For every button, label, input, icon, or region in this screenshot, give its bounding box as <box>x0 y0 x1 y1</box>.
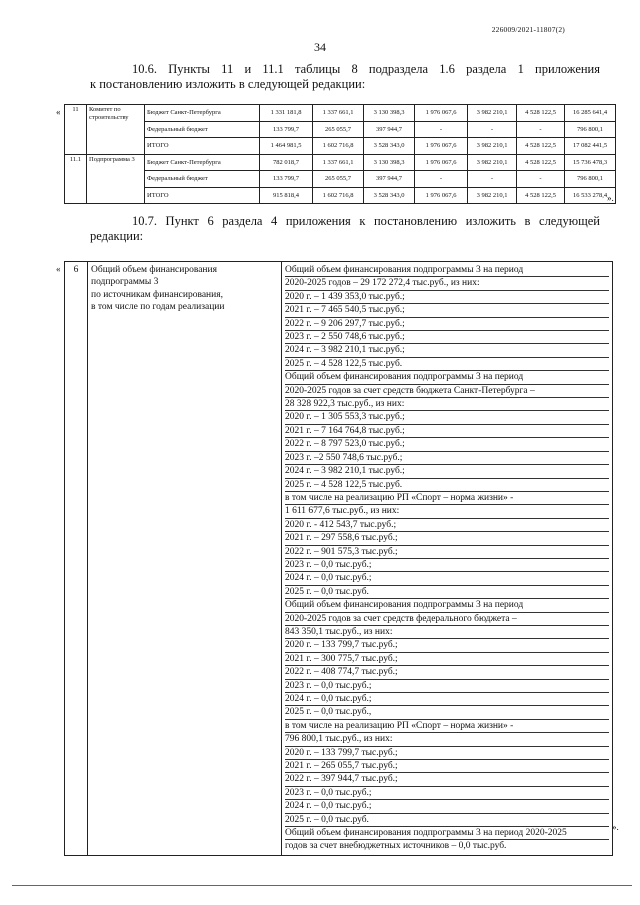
description-line: в том числе на реализацию РП «Спорт – норма жизни» - <box>285 492 609 505</box>
paragraph-10-6 <box>90 62 600 92</box>
paragraph-10-7 <box>90 214 600 244</box>
funding-source: Бюджет Санкт-Петербурга <box>145 105 260 122</box>
description-line: 2022 г. – 9 206 297,7 тыс.руб.; <box>285 318 609 331</box>
open-quote: « <box>56 264 61 274</box>
amount-cell: 1 464 981,5 <box>260 138 313 155</box>
item-description <box>282 262 613 856</box>
amount-cell: - <box>468 171 517 188</box>
amount-cell: 1 602 716,8 <box>313 138 364 155</box>
paragraph-line: редакции: <box>90 229 144 243</box>
description-line: 2020-2025 годов – 29 172 272,4 тыс.руб., из них: <box>285 277 609 290</box>
paragraph-line: 10.7. Пункт 6 раздела 4 приложения к постановлению изложить в следующей <box>132 214 600 228</box>
amount-cell: 397 944,7 <box>364 121 415 138</box>
amount-cell: 796 800,1 <box>565 121 616 138</box>
amount-cell: 15 736 478,3 <box>565 154 616 171</box>
amount-cell: 16 285 641,4 <box>565 105 616 122</box>
table-row <box>65 105 616 122</box>
description-line: 796 800,1 тыс.руб., из них: <box>285 733 609 746</box>
description-line: 1 611 677,6 тыс.руб., из них: <box>285 505 609 518</box>
close-quote: ». <box>607 193 614 203</box>
description-line: 2025 г. – 0,0 тыс.руб. <box>285 586 609 599</box>
description-line: 2020-2025 годов за счет средств федерального бюджета – <box>285 613 609 626</box>
description-line: 843 350,1 тыс.руб., из них: <box>285 626 609 639</box>
description-line: Общий объем финансирования подпрограммы 3 на период 2020-2025 <box>285 827 609 840</box>
paragraph-line: 10.6. Пункты 11 и 11.1 таблицы 8 подраздела 1.6 раздела 1 приложения <box>132 62 600 76</box>
table-row <box>65 154 616 171</box>
description-line: 2021 г. – 7 164 764,8 тыс.руб.; <box>285 425 609 438</box>
table-row <box>65 187 616 204</box>
title-line: Общий объем финансирования <box>91 265 217 275</box>
document-number: 226009/2021-11807(2) <box>491 25 565 34</box>
financing-table-8 <box>64 104 616 204</box>
description-line: 2023 г. – 2 550 748,6 тыс.руб.; <box>285 331 609 344</box>
amount-cell: 265 055,7 <box>313 121 364 138</box>
amount-cell: 16 533 278,4 <box>565 187 616 204</box>
description-line: Общий объем финансирования подпрограммы 3 на период <box>285 599 609 612</box>
amount-cell: 1 976 067,6 <box>415 138 468 155</box>
description-line: 2020 г. – 133 799,7 тыс.руб.; <box>285 639 609 652</box>
amount-cell: 1 976 067,6 <box>415 187 468 204</box>
description-line: 2021 г. – 300 775,7 тыс.руб.; <box>285 653 609 666</box>
funding-source: Федеральный бюджет <box>145 121 260 138</box>
description-line: 2023 г. – 0,0 тыс.руб.; <box>285 559 609 572</box>
amount-cell: 3 982 210,1 <box>468 187 517 204</box>
amount-cell: 915 818,4 <box>260 187 313 204</box>
description-line: 2020-2025 годов за счет средств бюджета Санкт-Петербурга – <box>285 385 609 398</box>
description-line: 2022 г. – 901 575,3 тыс.руб.; <box>285 546 609 559</box>
amount-cell: 133 799,7 <box>260 121 313 138</box>
funding-source: Бюджет Санкт-Петербурга <box>145 154 260 171</box>
amount-cell: - <box>468 121 517 138</box>
amount-cell: 4 528 122,5 <box>517 138 565 155</box>
amount-cell: - <box>415 171 468 188</box>
amount-cell: 3 982 210,1 <box>468 138 517 155</box>
description-line: 2020 г. – 1 439 353,0 тыс.руб.; <box>285 291 609 304</box>
amount-cell: 397 944,7 <box>364 171 415 188</box>
description-line: 2024 г. – 0,0 тыс.руб.; <box>285 693 609 706</box>
title-line: в том числе по годам реализации <box>91 302 225 313</box>
description-line: 2024 г. – 0,0 тыс.руб.; <box>285 800 609 813</box>
paragraph-line: к постановлению изложить в следующей редакции: <box>90 77 366 91</box>
row-index: 11 <box>65 105 87 155</box>
description-line: 2020 г. – 1 305 553,3 тыс.руб.; <box>285 411 609 424</box>
amount-cell: 3 528 343,0 <box>364 138 415 155</box>
amount-cell: - <box>517 171 565 188</box>
description-line: 2021 г. – 265 055,7 тыс.руб.; <box>285 760 609 773</box>
item-number: 6 <box>65 262 88 856</box>
title-line: подпрограммы 3 <box>91 277 159 288</box>
description-line: 2024 г. – 3 982 210,1 тыс.руб.; <box>285 465 609 478</box>
amount-cell: 782 018,7 <box>260 154 313 171</box>
amount-cell: 4 528 122,5 <box>517 105 565 122</box>
description-line: 2020 г. - 412 543,7 тыс.руб.; <box>285 519 609 532</box>
description-line: 2021 г. – 297 558,6 тыс.руб.; <box>285 532 609 545</box>
page-bottom-rule <box>12 885 632 886</box>
table-row <box>65 171 616 188</box>
title-line: по источникам финансирования, <box>91 289 223 300</box>
amount-cell: 3 982 210,1 <box>468 105 517 122</box>
amount-cell: 4 528 122,5 <box>517 154 565 171</box>
description-line: 2025 г. – 4 528 122,5 тыс.руб. <box>285 479 609 492</box>
table-row <box>65 121 616 138</box>
description-line: 2023 г. – 0,0 тыс.руб.; <box>285 680 609 693</box>
description-line: 2025 г. – 0,0 тыс.руб., <box>285 706 609 719</box>
amount-cell: - <box>517 121 565 138</box>
close-quote: ». <box>612 822 619 832</box>
table-row <box>65 138 616 155</box>
page-number: 34 <box>314 40 326 54</box>
row-name: Комитет по строительству <box>87 105 145 155</box>
description-line: 2022 г. – 408 774,7 тыс.руб.; <box>285 666 609 679</box>
description-line: 2025 г. – 4 528 122,5 тыс.руб. <box>285 358 609 371</box>
description-line: Общий объем финансирования подпрограммы 3 на период <box>285 371 609 384</box>
description-line: 2021 г. – 7 465 540,5 тыс.руб.; <box>285 304 609 317</box>
item-title <box>88 262 282 856</box>
amount-cell: 3 130 398,3 <box>364 154 415 171</box>
amount-cell: 1 602 716,8 <box>313 187 364 204</box>
description-line: 2025 г. – 0,0 тыс.руб. <box>285 814 609 827</box>
amount-cell: 3 982 210,1 <box>468 154 517 171</box>
amount-cell: 265 055,7 <box>313 171 364 188</box>
description-line: 28 328 922,3 тыс.руб., из них: <box>285 398 609 411</box>
amount-cell: 1 331 181,8 <box>260 105 313 122</box>
amount-cell: 1 337 661,1 <box>313 154 364 171</box>
row-index: 11.1 <box>65 154 87 204</box>
amount-cell: 796 800,1 <box>565 171 616 188</box>
description-line: 2024 г. – 0,0 тыс.руб.; <box>285 572 609 585</box>
description-line: 2022 г. – 397 944,7 тыс.руб.; <box>285 773 609 786</box>
funding-source: Федеральный бюджет <box>145 171 260 188</box>
amount-cell: 1 976 067,6 <box>415 105 468 122</box>
description-line: в том числе на реализацию РП «Спорт – норма жизни» - <box>285 720 609 733</box>
funding-source: ИТОГО <box>145 187 260 204</box>
amount-cell: 3 130 398,3 <box>364 105 415 122</box>
description-line: Общий объем финансирования подпрограммы 3 на период <box>285 264 609 277</box>
amount-cell: 1 976 067,6 <box>415 154 468 171</box>
description-line: 2024 г. – 3 982 210,1 тыс.руб.; <box>285 344 609 357</box>
amount-cell: 1 337 661,1 <box>313 105 364 122</box>
description-line: 2022 г. – 8 797 523,0 тыс.руб.; <box>285 438 609 451</box>
row-name: Подпрограмма 3 <box>87 154 145 204</box>
open-quote: « <box>56 107 61 117</box>
description-line: 2023 г. –2 550 748,6 тыс.руб.; <box>285 452 609 465</box>
amount-cell: 133 799,7 <box>260 171 313 188</box>
amount-cell: 17 082 441,5 <box>565 138 616 155</box>
funding-source: ИТОГО <box>145 138 260 155</box>
subprogram-3-financing-table <box>64 261 613 856</box>
description-line: 2020 г. – 133 799,7 тыс.руб.; <box>285 747 609 760</box>
amount-cell: - <box>415 121 468 138</box>
description-line: годов за счет внебюджетных источников – 0,0 тыс.руб. <box>285 841 507 852</box>
amount-cell: 3 528 343,0 <box>364 187 415 204</box>
amount-cell: 4 528 122,5 <box>517 187 565 204</box>
description-line: 2023 г. – 0,0 тыс.руб.; <box>285 787 609 800</box>
